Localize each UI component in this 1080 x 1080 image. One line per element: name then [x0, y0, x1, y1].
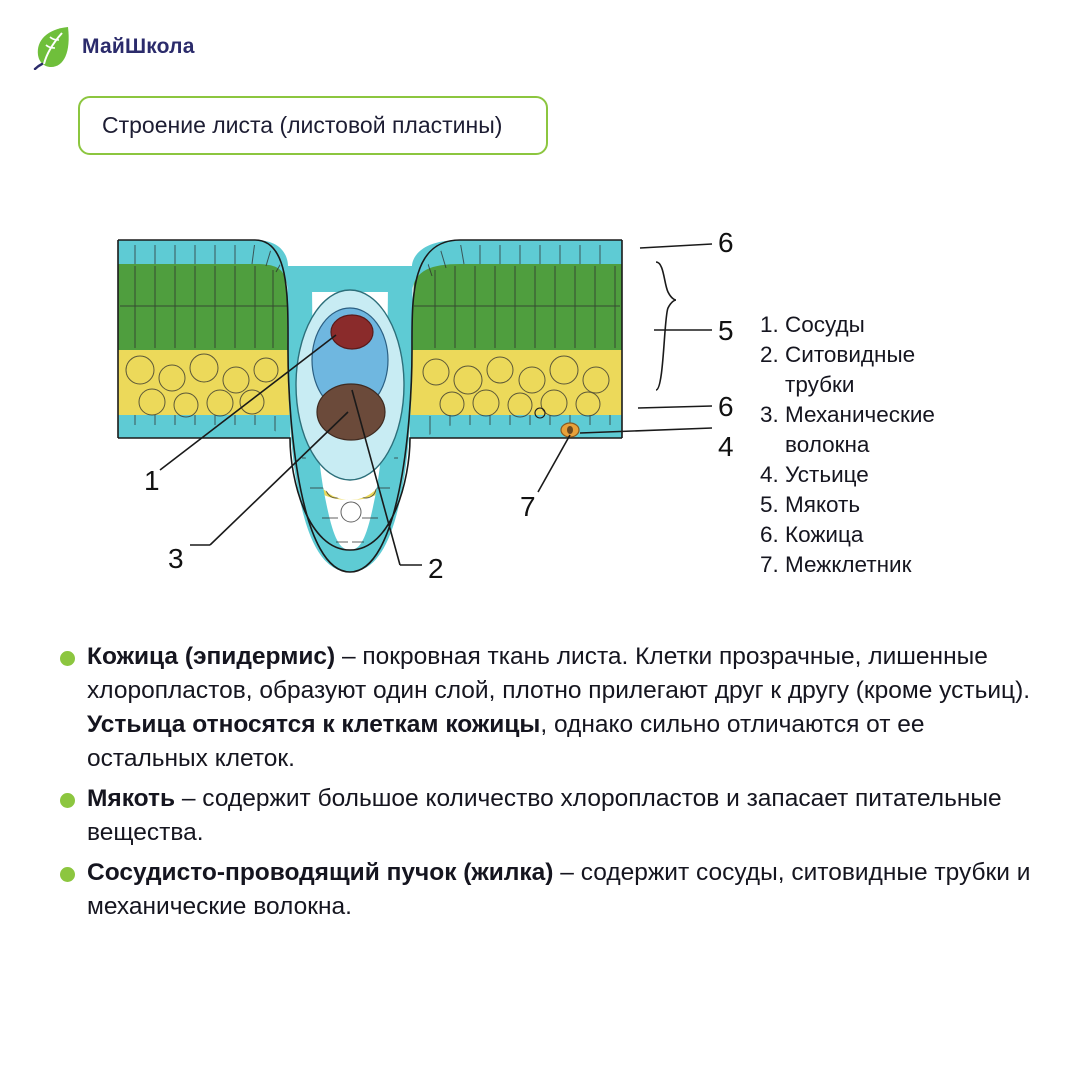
legend-item: 1. Сосуды — [760, 312, 865, 337]
brand-name: МайШкола — [82, 35, 195, 58]
legend-item: 5. Мякоть — [760, 492, 861, 517]
bullet-icon — [60, 651, 75, 666]
brand-logo — [32, 24, 195, 70]
legend-item: 4. Устьице — [760, 462, 869, 487]
callout-4: 4 — [718, 431, 734, 462]
note-text: Кожица (эпидермис) – покровная ткань листа. Клетки прозрачные, лишенные хлоропластов, образуют один слой, плотно прилегают друг к другу (кроме устьиц). Устьица относятся к клеткам кожицы, однако сильно отличаются от ее остальных клеток. — [87, 643, 1031, 772]
callout-3: 3 — [168, 543, 184, 574]
callout-6-bottom: 6 — [718, 391, 734, 422]
callout-5: 5 — [718, 315, 734, 346]
legend-item: трубки — [760, 372, 855, 397]
callout-2: 2 — [428, 553, 444, 584]
bullet-icon — [60, 793, 75, 808]
note-text: Мякоть – содержит большое количество хлоропластов и запасает питательные вещества. — [87, 785, 1002, 846]
legend-item: 3. Механические — [760, 402, 935, 427]
note-item — [60, 640, 1040, 776]
note-item — [60, 782, 1040, 850]
leaf-cross-section-diagram — [40, 200, 780, 630]
legend-item: 2. Ситовидные — [760, 342, 916, 367]
legend-item: 6. Кожица — [760, 522, 864, 547]
legend-item: 7. Межклетник — [760, 552, 912, 577]
bullet-icon — [60, 867, 75, 882]
lower-epidermis-left — [118, 415, 290, 438]
note-item — [60, 856, 1040, 924]
legend-list — [760, 310, 1060, 580]
callout-1: 1 — [144, 465, 160, 496]
leaf-body — [118, 240, 622, 572]
notes-list — [60, 640, 1040, 930]
callout-7: 7 — [520, 491, 536, 522]
note-text: Сосудисто-проводящий пучок (жилка) – содержит сосуды, ситовидные трубки и механические волокна. — [87, 859, 1031, 920]
legend-item: волокна — [760, 432, 870, 457]
vessel-cells — [331, 315, 373, 349]
page-title: Строение листа (листовой пластины) — [78, 96, 548, 155]
callout-6-top: 6 — [718, 227, 734, 258]
stoma — [561, 423, 579, 437]
leaf-icon — [32, 24, 74, 70]
